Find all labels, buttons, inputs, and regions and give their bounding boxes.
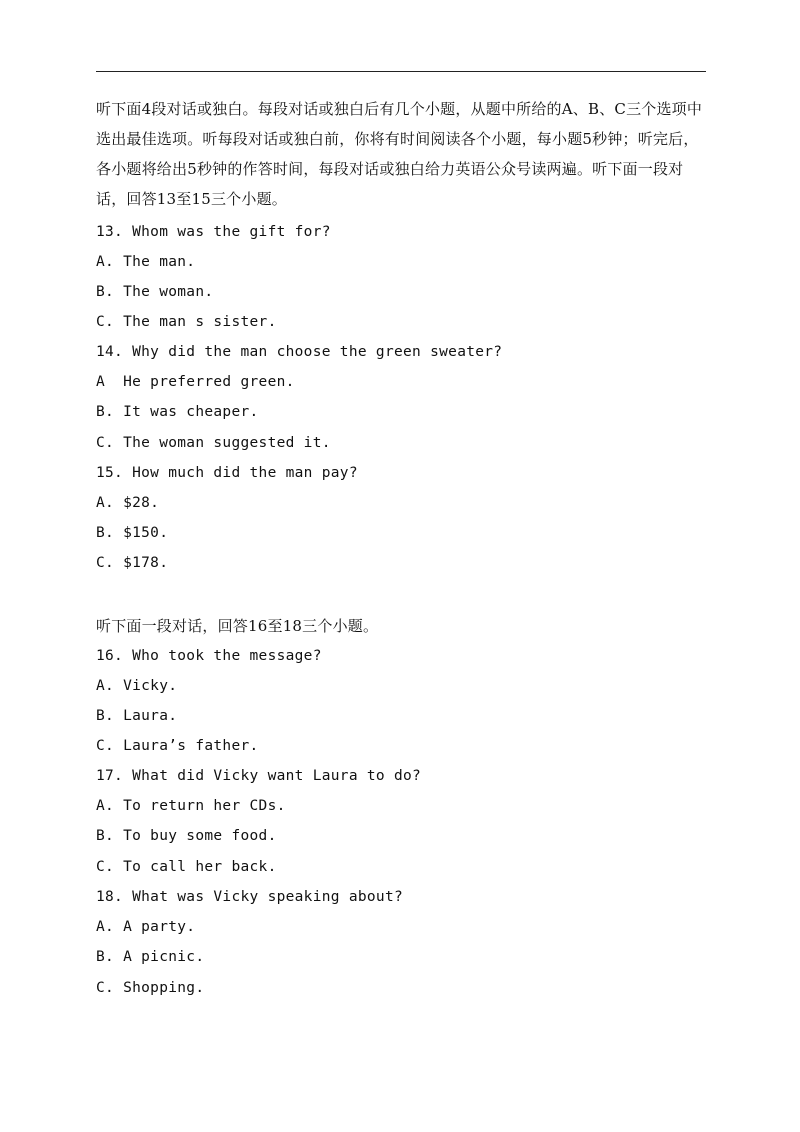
question-15-option-a: A. $28. — [96, 495, 160, 511]
question-17-option-c: C. To call her back. — [96, 859, 277, 875]
question-17-option-a: A. To return her CDs. — [96, 798, 286, 814]
question-14-option-c: C. The woman suggested it. — [96, 435, 331, 451]
question-15-stem: 15. How much did the man pay? — [96, 465, 358, 481]
question-14-option-a: A He preferred green. — [96, 374, 295, 390]
question-13-option-b: B. The woman. — [96, 284, 214, 300]
question-13-option-a: A. The man. — [96, 254, 196, 270]
question-16-option-c: C. Laura’s father. — [96, 738, 259, 754]
question-16-option-a: A. Vicky. — [96, 678, 178, 694]
question-18-option-a: A. A party. — [96, 919, 196, 935]
question-16-stem: 16. Who took the message? — [96, 648, 322, 664]
question-15-option-b: B. $150. — [96, 525, 169, 541]
question-18-stem: 18. What was Vicky speaking about? — [96, 889, 404, 905]
question-16-option-b: B. Laura. — [96, 708, 178, 724]
question-17-stem: 17. What did Vicky want Laura to do? — [96, 768, 422, 784]
section-1-instructions: 听下面4段对话或独白。每段对话或独白后有几个小题，从题中所给的A、B、C三个选项中选出最佳选项。听每段对话或独白前，你将有时间阅读各个小题，每小题5秒钟；听完后，各小题将给出5秒钟的作答时间，每段对话或独白给力英语公众号读两遍。听下面一段对话，回答13至15三个小题。 — [96, 100, 703, 208]
question-14-stem: 14. Why did the man choose the green sweater? — [96, 344, 503, 360]
question-14-option-b: B. It was cheaper. — [96, 404, 259, 420]
question-17-option-b: B. To buy some food. — [96, 828, 277, 844]
section-2-instructions: 听下面一段对话，回答16至18三个小题。 — [96, 617, 379, 635]
question-13-stem: 13. Whom was the gift for? — [96, 224, 331, 240]
question-18-option-b: B. A picnic. — [96, 949, 205, 965]
top-rule — [96, 71, 706, 72]
question-13-option-c: C. The man s sister. — [96, 314, 277, 330]
question-15-option-c: C. $178. — [96, 555, 169, 571]
question-18-option-c: C. Shopping. — [96, 980, 205, 996]
